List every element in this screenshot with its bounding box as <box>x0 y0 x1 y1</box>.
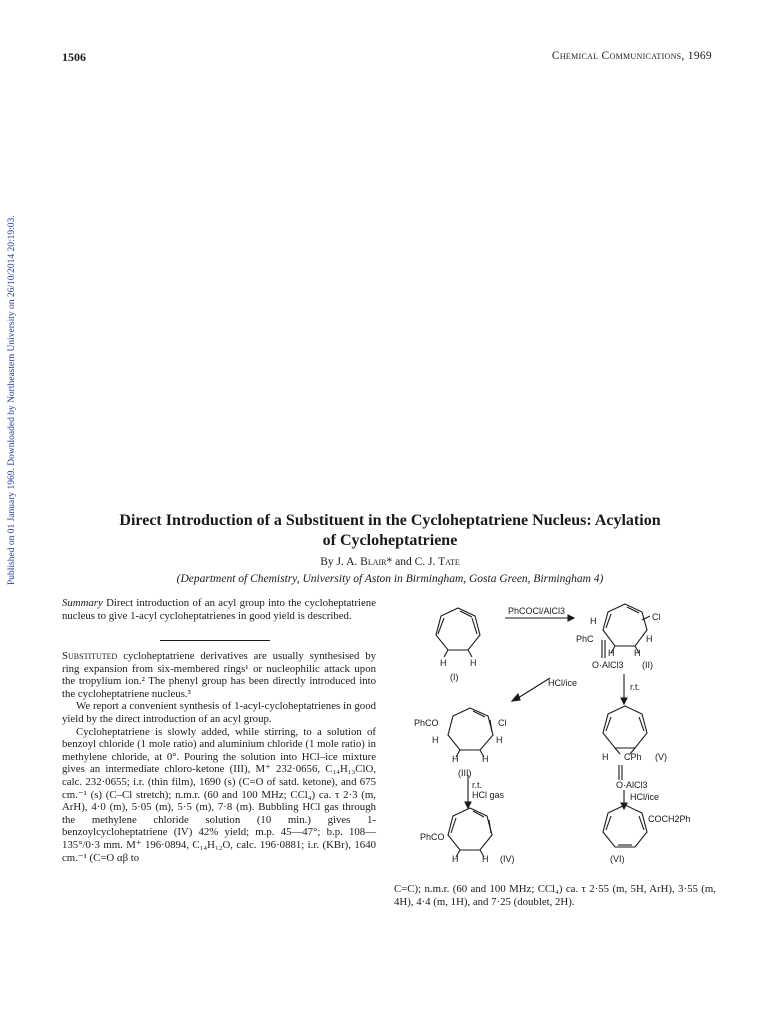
divider <box>160 640 270 641</box>
label-I: (I) <box>450 672 459 682</box>
reagent-hcl-ice: HCl/ice <box>548 678 578 688</box>
article-title <box>40 511 740 551</box>
h-label: H <box>440 658 447 668</box>
h-label: H <box>496 735 503 745</box>
h-label: H <box>590 616 597 626</box>
reagent-hcl-gas: HCl gas <box>472 790 505 800</box>
paragraph-3: Cycloheptatriene is slowly added, while stirring, to a solution of benzoyl chloride (1 mole ratio) and aluminium chloride (1 mole ratio) in methylene chloride, at 0°. Pouring the solution into HCl–ice mixture gives an intermediate chloro-ketone (III), M⁺ 232·0656, C₁₄H₁₃ClO, calc. 232·0655; i.r. (thin film), 1690 (s) (C=O of satd. ketone), and 675 cm.⁻¹ (s) (C–Cl stretch); n.m.r. (60 and 100 MHz; CCl₄) ca. τ 2·3 (m, ArH), 4·0 (m), 5·05 (m), 5·5 (m), 7·8 (m). Bubbling HCl gas through the methylene chloride solution (10 min.) gives 1-benzoylcycloheptatriene (IV) 42% yield; m.p. 45—47°; b.p. 108—135°/0·3 mm. M⁺ 196·0894, C₁₄H₁₂O, calc. 196·0881; i.r. (KBr), 1640 cm.⁻¹ (C=O αβ to <box>62 725 376 864</box>
paragraph-1 <box>62 650 376 700</box>
phco-label: PhCO <box>420 832 445 842</box>
label-III: (III) <box>458 768 472 778</box>
compound-VI-ring <box>603 805 647 847</box>
o-alcl3-label: O·AlCl3 <box>592 660 624 670</box>
paragraph-2: We report a convenient synthesis of 1-acyl-cycloheptatrienes in good yield by the direct introduction of an acyl group. <box>62 700 376 725</box>
label-VI: (VI) <box>610 854 625 864</box>
author-1: J. A. Blair* <box>336 556 393 568</box>
and-label: and <box>395 556 412 568</box>
h-label: H <box>634 648 641 658</box>
reagent-hcl-ice-2: HCl/ice <box>630 792 660 802</box>
cl-label: Cl <box>498 718 507 728</box>
compound-I-ring <box>436 608 480 657</box>
paragraph-1-text: cycloheptatriene derivatives are usually synthesised by ring expansion from six-membered rings¹ or nucleophilic attack upon the tropylium ion.² The phenyl group has been directly introduced into the cycloheptatriene nucleus.³ <box>62 650 377 700</box>
h-label: H <box>432 735 439 745</box>
by-label: By <box>320 556 334 568</box>
reagent-rt: r.t. <box>630 682 641 692</box>
title-line-2: of Cycloheptatriene <box>322 532 458 549</box>
label-V: (V) <box>655 752 667 762</box>
authors <box>40 556 740 568</box>
reagent-1: PhCOCl/AlCl3 <box>508 606 566 616</box>
body-text <box>62 650 376 864</box>
phco-label: PhCO <box>414 718 439 728</box>
summary <box>62 597 376 622</box>
h-label: H <box>470 658 477 668</box>
phc-label: PhC <box>576 634 594 644</box>
h-label: H <box>452 754 459 764</box>
compound-IV-ring <box>448 808 492 857</box>
h-label: H <box>482 854 489 864</box>
cph-label: CPh <box>624 752 642 762</box>
title-line-1: Direct Introduction of a Substituent in the Cycloheptatriene Nucleus: Acylation <box>119 512 661 529</box>
summary-text: Direct introduction of an acyl group into the cycloheptatriene nucleus to give 1-acyl cycloheptatrienes in good yield is described. <box>62 597 377 622</box>
o-alcl3-label: O·AlCl3 <box>616 780 648 790</box>
page-number: 1506 <box>62 50 86 64</box>
author-2: C. J. Tate <box>414 556 460 568</box>
coch2ph-label: COCH2Ph <box>648 814 691 824</box>
h-label: H <box>482 754 489 764</box>
compound-V-ring <box>603 706 647 780</box>
journal-title: Chemical Communications, 1969 <box>551 50 712 62</box>
h-label: H <box>608 648 615 658</box>
label-IV: (IV) <box>500 854 515 864</box>
lead-word: Substituted <box>62 650 118 662</box>
label-II: (II) <box>642 660 653 670</box>
compound-III-ring <box>448 708 493 757</box>
summary-label: Summary <box>62 597 103 609</box>
right-column-text: C=C); n.m.r. (60 and 100 MHz; CCl₄) ca. τ 2·55 (m, 5H, ArH), 3·55 (m, 4H), 4·4 (m, 1H), and 7·25 (doublet, 2H). <box>394 883 716 908</box>
affiliation: (Department of Chemistry, University of Aston in Birmingham, Gosta Green, Birmingham 4) <box>176 573 604 585</box>
reaction-scheme <box>380 590 740 880</box>
h-label: H <box>452 854 459 864</box>
publication-side-note[interactable]: Published on 01 January 1969. Downloaded by Northeastern University on 26/10/2014 20:19:03. <box>7 215 17 585</box>
reagent-rt-2: r.t. <box>472 780 483 790</box>
h-label: H <box>602 752 609 762</box>
cl-label: Cl <box>652 612 661 622</box>
h-label: H <box>646 634 653 644</box>
